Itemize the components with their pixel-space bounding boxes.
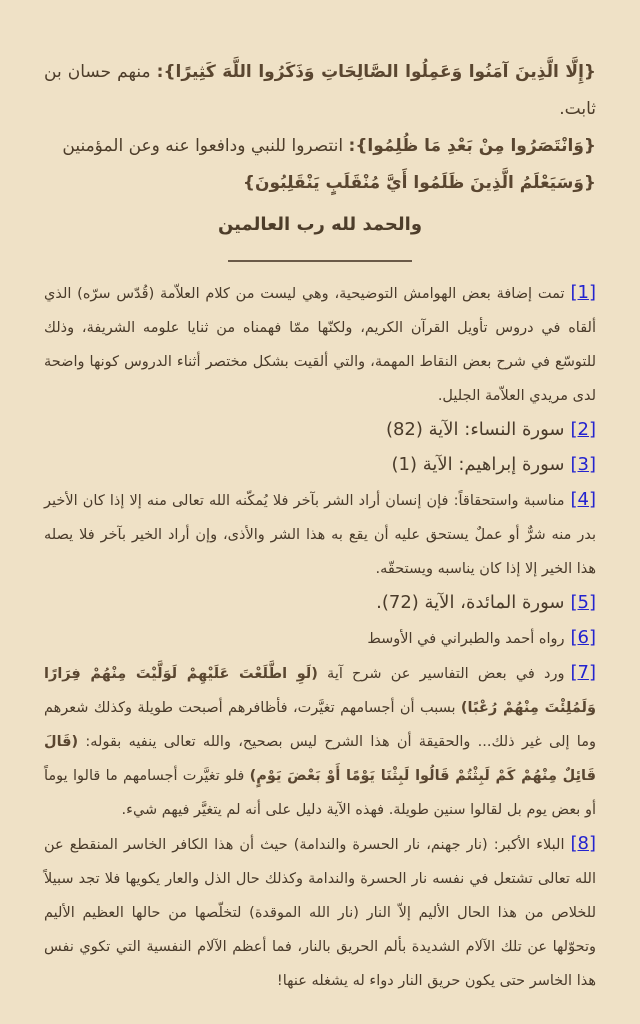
footnote-text: سورة النساء: الآية (82) (385, 419, 565, 440)
footnote-text: فلو تغيَّرت أجسامهم ما قالوا يوماً أو بعض يوم بل لقالوا سنين طويلة. فهذه الآية دليل على أنه لم يتغيَّر فيهم شيء. (44, 768, 596, 818)
footnote-link-8[interactable]: [8] (570, 833, 596, 854)
quran-verse: (لَوِ اطَّلَعْتَ عَلَيْهِمْ لَوَلَّيْتَ مِنْهُمْ فِرَارًا وَلَمُلِئْتَ مِنْهُمْ رُعْبًا) (44, 666, 597, 716)
footnote-text: ورد في بعض التفاسير عن شرح آية (317, 666, 565, 682)
footnote-6 (44, 621, 596, 656)
quran-verse: {وَسَيَعْلَمُ الَّذِينَ ظَلَمُوا أَيَّ مُنْقَلَبٍ يَنْقَلِبُونَ} (242, 173, 596, 193)
verse-line-1 (44, 54, 596, 128)
quran-verse: {وَانْتَصَرُوا مِنْ بَعْدِ مَا ظُلِمُوا}: (348, 136, 596, 156)
verse-line-2 (44, 128, 596, 165)
footnote-link-7[interactable]: [7] (570, 662, 596, 683)
footnote-link-4[interactable]: [4] (570, 489, 596, 510)
footnote-text: البلاء الأكبر: (نار جهنم، نار الحسرة والندامة) حيث أن هذا الكافر الخاسر المنقطع عن الله تعالى تشتعل في نفسه نار الحسرة والندامة وكذلك حال الذل والعار يكويها فلا تجد سبيلاً للخلاص من هذا الحال الأليم إلاّ النار (نار الله الموقدة) لتخلّصها من حالها العظيم الأليم وتحوّلها عن تلك الآلام الشديدة بألم الحريق بالنار، فما أعظم الآلام النفسية التي تكوي نفس هذا الخاسر حتى يكون حريق النار دواء له يشغله عنها! (44, 837, 596, 989)
footnote-5 (44, 586, 596, 621)
quran-verse: {إِلَّا الَّذِينَ آمَنُوا وَعَمِلُوا الصَّالِحَاتِ وَذَكَرُوا اللَّهَ كَثِيرًا}: (156, 62, 596, 82)
verse-commentary: منهم حسان بن ثابت. (44, 62, 596, 119)
footnote-link-2[interactable]: [2] (570, 419, 596, 440)
closing-praise: والحمد لله رب العالمين (217, 214, 423, 235)
footnote-text: سورة إبراهيم: الآية (1) (391, 454, 565, 475)
footnote-link-5[interactable]: [5] (570, 592, 596, 613)
footnote-text: بسبب أن أجسامهم تغيَّرت، فأظافرهم أصبحت طويلة وكذلك شعرهم وما إلى غير ذلك... والحقيقة أن هذا الشرح ليس بصحيح، والله تعالى ينفيه بقوله: (44, 700, 596, 750)
footnote-text: رواه أحمد والطبراني في الأوسط (367, 631, 565, 647)
footnote-text: سورة المائدة، الآية (72). (376, 592, 565, 613)
quran-verse: (قَالَ قَائِلٌ مِنْهُمْ كَمْ لَبِثْتُمْ قَالُوا لَبِثْنَا يَوْمًا أَوْ بَعْضَ يَوْمٍ) (44, 734, 596, 784)
footnote-7 (44, 656, 596, 827)
verse-line-3 (44, 165, 596, 202)
footnote-link-1[interactable]: [1] (570, 282, 596, 303)
footnote-1 (44, 276, 596, 413)
footnote-8 (44, 827, 596, 998)
footnote-2 (44, 413, 596, 448)
footnote-text: مناسبة واستحقاقاً: فإن إنسان أراد الشر بآخر فلا يُمكّنه الله تعالى منه إلا إذا كان الأخير بدر منه شرٌّ أو عملٌ يستحق عليه أن يقع به هذا الشر والأذى، وإن أراد الخير بآخر فلا يصله هذا الخير إلا إذا كان يناسبه ويستحقّه. (44, 493, 596, 577)
footnote-3 (44, 448, 596, 483)
footnote-divider (228, 260, 412, 262)
verse-commentary: انتصروا للنبي ودافعوا عنه وعن المؤمنين (62, 136, 349, 156)
footnote-text: تمت إضافة بعض الهوامش التوضيحية، وهي ليست من كلام العلاّمة (قُدّس سرّه) الذي ألقاه في دروس تأويل القرآن الكريم، ولكنّها ممّا فهمناه من ثنايا علومه الشريفة، وذلك للتوسّع في شرح بعض النقاط المهمة، والتي ألقيت بشكل مختصر أثناء الدروس كونها واضحة لدى مريدي العلاّمة الجليل. (44, 286, 596, 404)
footnote-4 (44, 483, 596, 586)
footnote-link-6[interactable]: [6] (570, 627, 596, 648)
footnote-link-3[interactable]: [3] (570, 454, 596, 475)
